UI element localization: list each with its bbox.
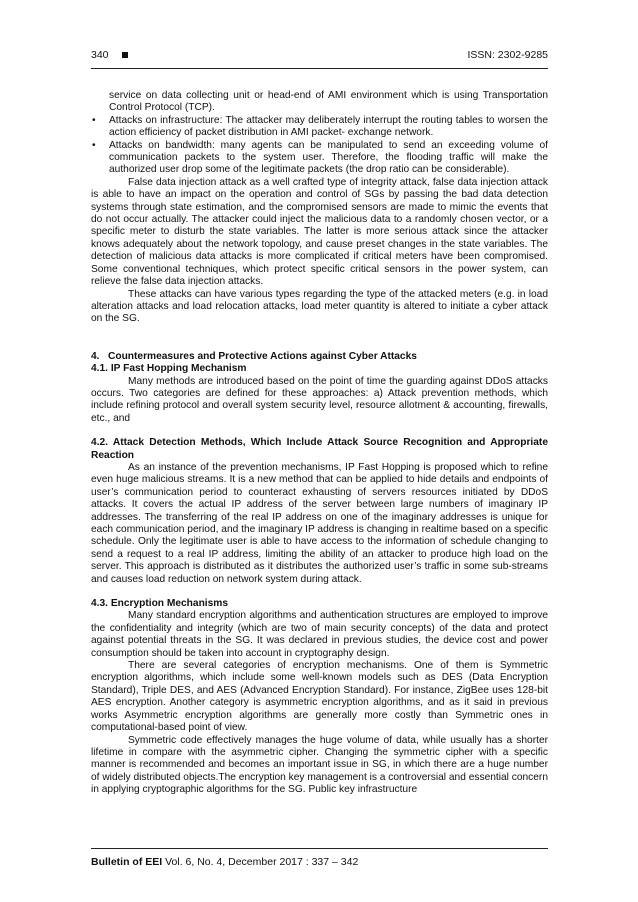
square-bullet-icon bbox=[122, 52, 128, 58]
section-4-3-heading: 4.3. Encryption Mechanisms bbox=[91, 598, 229, 610]
bullet-marker: • bbox=[92, 139, 96, 151]
bullet-item-bandwidth bbox=[91, 140, 548, 177]
section-4-heading: 4. Countermeasures and Protective Actions against Cyber Attacks bbox=[91, 350, 417, 362]
section-4-2-heading: 4.2. Attack Detection Methods, Which Include Attack Source Recognition and Appropriate Reaction bbox=[91, 437, 548, 461]
page-number: 340 bbox=[91, 49, 109, 61]
page-header bbox=[91, 49, 548, 63]
section-4-3-paragraph-3: Symmetric code effectively manages the huge volume of data, while usually has a shorter lifetime in compare with the asymmetric cipher. Changing the symmetric cipher with a specific manner is recommended and becomes an important issue in SG, in which there are a huge number of widely distributed objects.The encryption key management is a controversial and essential concern in applying cryptographic algorithms for the SG. Public key infrastructure bbox=[91, 734, 548, 796]
section-4-2-paragraph: As an instance of the prevention mechanisms, IP Fast Hopping is proposed which to refine even huge malicious streams. It is a new method that can be applied to hide details and endpoints of user’s communication period to counteract exhausting of servers resources initiated by DDoS attacks. It covers the actual IP address of the server between large numbers of imaginary IP addresses. The transferring of the real IP address on one of the imaginary addresses is unique for each communication period, and the imaginary IP address is changing in realtime based on a specific schedule. Only the legitimate user is able to have access to the information of schedule changing to send a request to a real IP address, limiting the ability of an attacker to produce high load on the server. This approach is distributed as it distributes the authorized user’s traffic in some sub-streams and causes load reduction on network system during attack. bbox=[91, 461, 548, 585]
bullet-item-infrastructure bbox=[91, 115, 548, 140]
section-4-3-paragraph-1: Many standard encryption algorithms and authentication structures are employed to improve the confidentiality and integrity (which are two of main security concepts) of the data and protect against potential threats in the SG. It was declared in previous studies, the device cost and power consumption should be taken into account in cryptography design. bbox=[91, 610, 548, 659]
section-4-1-paragraph: Many methods are introduced based on the point of time the guarding against DDoS attacks occurs. Two categories are defined for these approaches: a) Attack prevention methods, which include refining protocol and overall system security level, resource allotment & accounting, firewalls, etc., and bbox=[91, 375, 548, 424]
bullet-marker: • bbox=[92, 114, 96, 126]
bullet-continuation: service on data collecting unit or head-end of AMI environment which is using Transportation Control Protocol (TCP). bbox=[109, 90, 548, 114]
section-4-3-paragraph-2: There are several categories of encryption mechanisms. One of them is Symmetric encryption algorithms, which include some well-known models such as DES (Data Encryption Standard), Triple DES, and AES (Advanced Encryption Standard). For instance, ZigBee uses 128-bit AES encryption. Another category is asymmetric encryption algorithms, and as it said in previous works Asymmetric encryption algorithms are generally more costly than Symmetric ones in computational-based point of view. bbox=[91, 660, 548, 734]
paragraph-attack-types: These attacks can have various types regarding the type of the attacked meters (e.g. in load alteration attacks and load relocation attacks, load meter quantity is altered to initiate a cyber attack on the SG. bbox=[91, 288, 548, 325]
paragraph-false-data-injection: False data injection attack as a well crafted type of integrity attack, false data injection attack is able to have an impact on the operation and control of SGs by passing the bad data detection systems through state estimation, and the compromised sensors are made to mimic the events that do not occur actually. The attacker could inject the malicious data to a randomly chosen vector, or a specific meter to disturb the state variables. The latter is more serious attack since the attacker knows adequately about the network topology, and cause preset changes in the state variables. The detection of malicious data attacks is more complicated if critical meters have been compromised. Some conventional techniques, which protect specific critical sensors in the power system, can relieve the false data injection attacks. bbox=[91, 176, 548, 288]
page-body bbox=[91, 90, 548, 797]
journal-name: Bulletin of EEI bbox=[91, 856, 163, 868]
citation: Vol. 6, No. 4, December 2017 : 337 – 342 bbox=[165, 856, 359, 868]
bullet-text: Attacks on infrastructure: The attacker may deliberately interrupt the routing tables to worsen the action efficiency of packet distribution in AMI packet- exchange network. bbox=[109, 114, 548, 139]
page-footer bbox=[91, 856, 548, 868]
bullet-text: Attacks on bandwidth: many agents can be manipulated to send an exceeding volume of communication packets to the system user. Therefore, the flooding traffic will make the authorized user drop some of the legitimate packets (the drop ratio can be considerable). bbox=[109, 139, 548, 176]
section-4-1-heading: 4.1. IP Fast Hopping Mechanism bbox=[91, 363, 247, 375]
footer-rule bbox=[91, 848, 548, 849]
header-rule bbox=[91, 68, 548, 69]
issn-label: ISSN: 2302-9285 bbox=[467, 49, 548, 61]
